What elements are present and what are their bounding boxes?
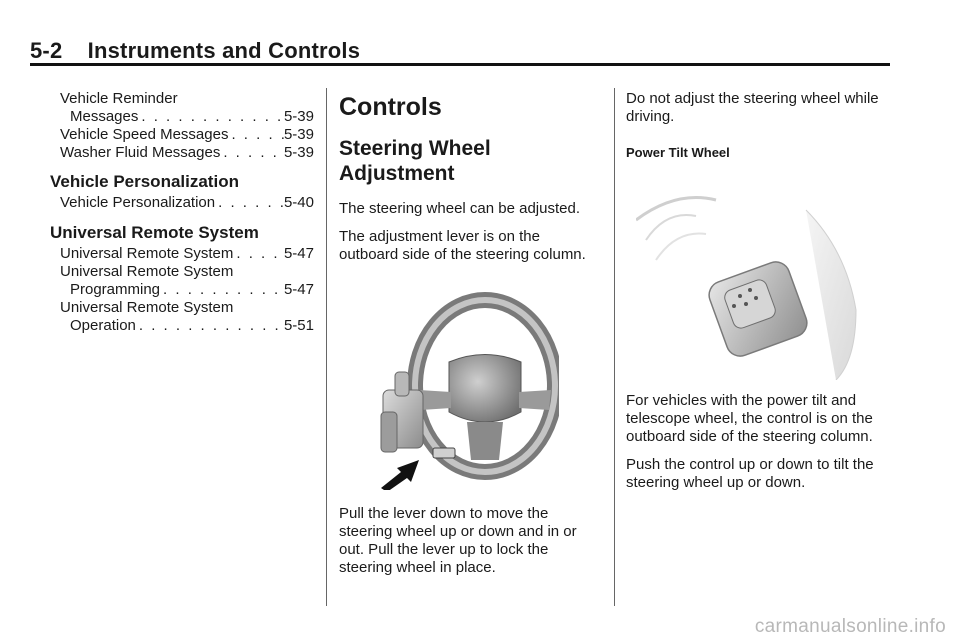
body-paragraph: The steering wheel can be adjusted. (339, 200, 580, 217)
right-column (626, 90, 898, 161)
toc-entry-title: Vehicle Reminder (60, 90, 178, 107)
warning-paragraph: Do not adjust the steering wheel while driving. (626, 90, 879, 125)
column-divider-right (614, 88, 615, 606)
toc-entry[interactable] (60, 144, 314, 162)
toc-entry-title: Universal Remote System (60, 245, 234, 262)
body-paragraph: For vehicles with the power tilt and telescope wheel, the control is on the outboard side of the steering column. (626, 392, 873, 445)
toc-page-number: 5-39 (283, 144, 314, 161)
toc-entry-title-cont: Messages (70, 108, 139, 125)
toc-page-number: 5-40 (283, 194, 314, 211)
page-number: 5-2 (30, 38, 63, 63)
toc-leader-dots (228, 126, 284, 144)
toc-page-number: 5-47 (283, 281, 314, 298)
figure-caption: Power Tilt Wheel (626, 145, 730, 160)
toc-leader-dots (215, 194, 284, 212)
toc-page-number: 5-39 (283, 126, 314, 143)
toc-leader-dots (160, 281, 284, 299)
toc-entry-title: Universal Remote System (60, 299, 234, 316)
body-paragraph: Pull the lever down to move the steering wheel up or down and in or out. Pull the lever up to lock the steering wheel in place. (339, 505, 577, 576)
toc-leader-dots (220, 144, 284, 162)
body-paragraph: The adjustment lever is on the outboard side of the steering column. (339, 228, 586, 263)
steering-wheel-illustration (379, 292, 559, 490)
toc-leader-dots (138, 108, 284, 126)
subsection-heading: Steering Wheel Adjustment (339, 137, 491, 185)
toc-entry-title-cont: Operation (70, 317, 136, 334)
right-column-lower (626, 392, 898, 492)
toc-section-heading: Universal Remote System (50, 223, 259, 242)
toc-column (50, 90, 314, 335)
toc-page-number: 5-47 (283, 245, 314, 262)
toc-entry[interactable] (60, 263, 314, 299)
page-header-title (30, 38, 360, 64)
toc-entry-title: Vehicle Personalization (60, 194, 216, 211)
toc-entry-title: Universal Remote System (60, 263, 234, 280)
toc-leader-dots (233, 245, 284, 263)
middle-column (339, 88, 603, 264)
toc-entry[interactable] (60, 90, 314, 126)
toc-leader-dots (136, 317, 284, 335)
chapter-title: Instruments and Controls (87, 38, 361, 63)
toc-entry[interactable] (60, 126, 314, 144)
toc-entry-title-cont: Programming (70, 281, 161, 298)
toc-page-number: 5-51 (283, 317, 314, 334)
section-heading: Controls (339, 93, 442, 121)
column-divider-left (326, 88, 327, 606)
toc-page-number: 5-39 (283, 108, 314, 125)
toc-entry-title: Washer Fluid Messages (60, 144, 221, 161)
toc-entry-title: Vehicle Speed Messages (60, 126, 229, 143)
toc-entry[interactable] (60, 245, 314, 263)
body-paragraph: Push the control up or down to tilt the steering wheel up or down. (626, 456, 874, 491)
power-tilt-control-illustration (636, 180, 876, 380)
toc-section-heading: Vehicle Personalization (50, 172, 239, 191)
header-rule (30, 63, 890, 66)
toc-entry[interactable] (60, 299, 314, 335)
toc-entry[interactable] (60, 194, 314, 212)
watermark: carmanualsonline.info (754, 616, 946, 637)
middle-column-lower (339, 505, 603, 577)
